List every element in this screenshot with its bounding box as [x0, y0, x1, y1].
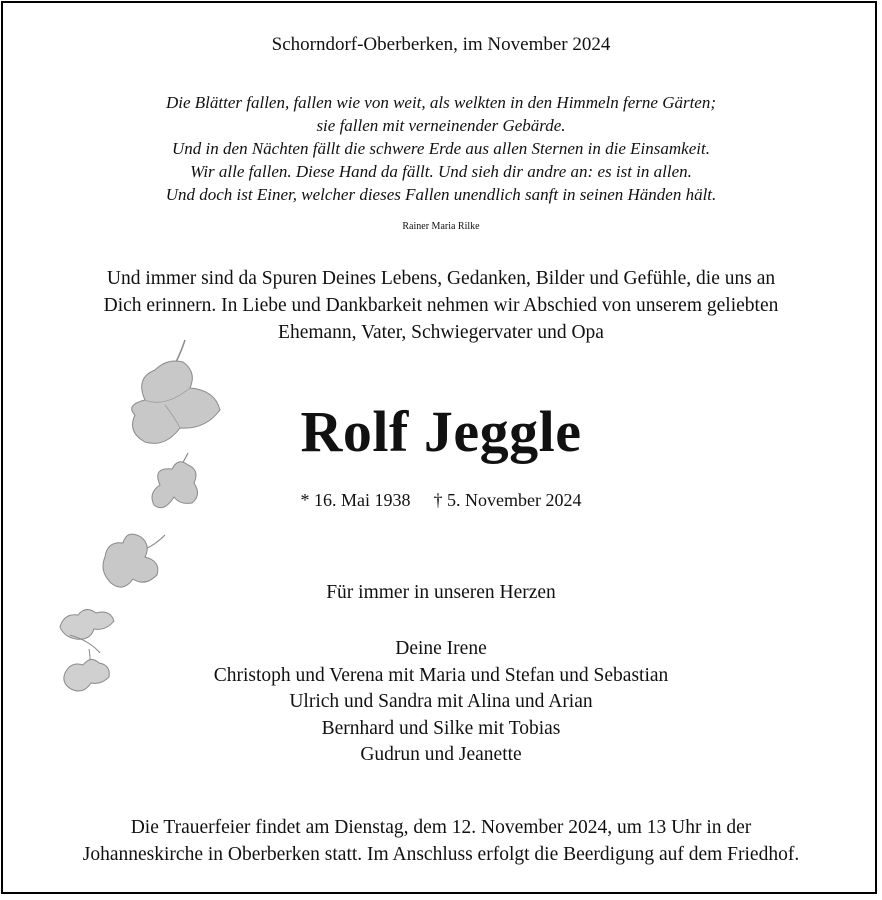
family-line: Bernhard und Silke mit Tobias [321, 717, 561, 739]
poem-author: Rainer Maria Rilke [402, 221, 480, 232]
family-line: Deine Irene [395, 638, 487, 659]
birth-date: * 16. Mai 1938 [300, 490, 411, 510]
poem-line: Wir alle fallen. Diese Hand da fällt. Und sieh dir andre an: es ist in allen. [190, 162, 692, 181]
poem [0, 91, 882, 206]
intro-line: Dich erinnern. In Liebe und Dankbarkeit nehmen wir Abschied von unserem geliebten [103, 295, 779, 316]
service-line: Johanneskirche in Oberberken statt. Im Anschluss erfolgt die Beerdigung auf dem Friedhof. [82, 843, 800, 865]
family-line: Gudrun und Jeanette [360, 744, 522, 765]
poem-line: Und doch ist Einer, welcher dieses Fallen unendlich sanft in seinen Händen hält. [165, 185, 717, 204]
life-dates [0, 490, 882, 511]
intro-line: Ehemann, Vater, Schwiegervater und Opa [278, 322, 604, 343]
family-line: Ulrich und Sandra mit Alina und Arian [289, 691, 593, 712]
death-date: † 5. November 2024 [433, 490, 582, 510]
poem-line: Und in den Nächten fällt die schwere Erde aus allen Sternen in die Einsamkeit. [172, 139, 710, 158]
family-line: Christoph und Verena mit Maria und Stefan und Sebastian [213, 664, 669, 686]
poem-line: sie fallen mit verneinender Gebärde. [316, 116, 566, 135]
motto: Für immer in unseren Herzen [326, 582, 556, 603]
leaf-3 [103, 534, 165, 587]
service-line: Die Trauerfeier findet am Dienstag, dem 12. November 2024, um 13 Uhr in der [130, 817, 752, 838]
intro-line: Und immer sind da Spuren Deines Lebens, Gedanken, Bilder und Gefühle, die uns an [106, 268, 776, 289]
family-list [0, 636, 882, 769]
service-info [0, 815, 882, 868]
deceased-name: Rolf Jeggle [300, 399, 582, 464]
place-date: Schorndorf-Oberberken, im November 2024 [271, 34, 611, 55]
poem-line: Die Blätter fallen, fallen wie von weit, als welkten in den Himmeln ferne Gärten; [165, 93, 717, 112]
